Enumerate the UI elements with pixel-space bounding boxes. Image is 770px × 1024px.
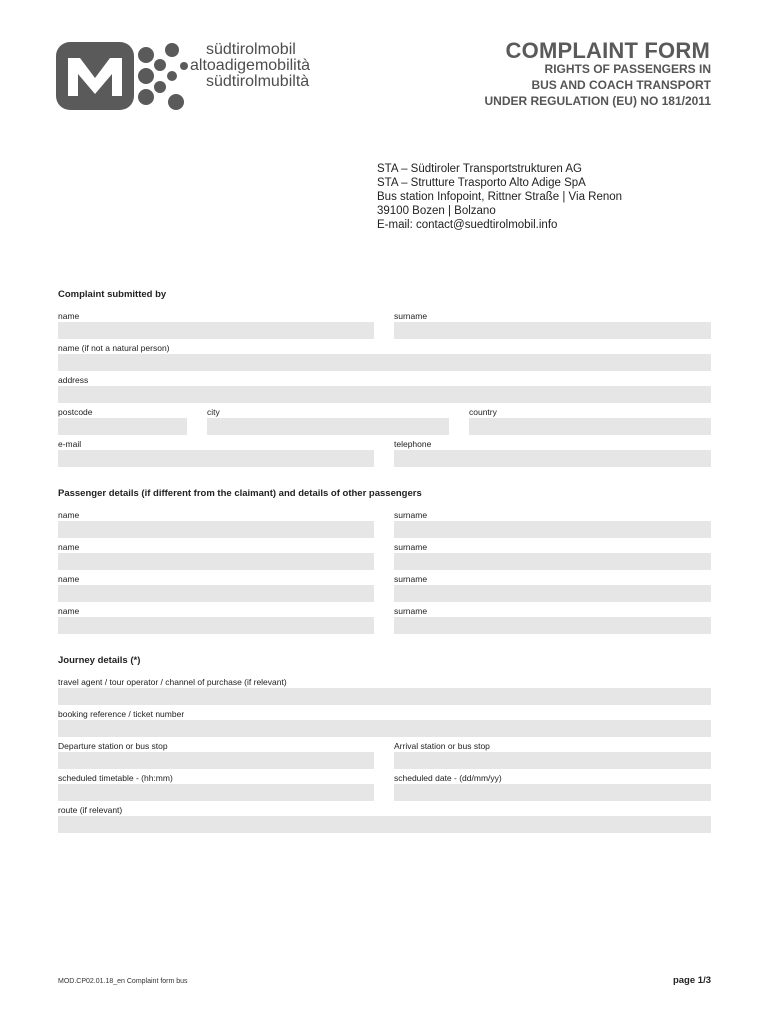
complainant-surname-field[interactable] — [394, 322, 711, 339]
section-heading-passengers: Passenger details (if different from the claimant) and details of other passengers — [58, 488, 422, 499]
city-field[interactable] — [207, 418, 449, 435]
country-field[interactable] — [469, 418, 711, 435]
email-field[interactable] — [58, 450, 374, 467]
label-city: city — [207, 407, 220, 417]
label-passenger-name: name — [58, 574, 80, 584]
label-departure: Departure station or bus stop — [58, 741, 168, 751]
logo-text-it: altoadigemobilità — [190, 57, 311, 74]
form-subtitle-1: RIGHTS OF PASSENGERS IN — [544, 62, 711, 76]
form-title: COMPLAINT FORM — [505, 38, 710, 63]
telephone-field[interactable] — [394, 450, 711, 467]
label-passenger-surname: surname — [394, 510, 428, 520]
address-email: E-mail: contact@suedtirolmobil.info — [377, 219, 558, 231]
booking-reference-field[interactable] — [58, 720, 711, 737]
label-passenger-surname: surname — [394, 542, 428, 552]
label-passenger-name: name — [58, 606, 80, 616]
label-scheduled-date: scheduled date - (dd/mm/yy) — [394, 773, 502, 783]
suedtirolmobil-logo-icon — [56, 38, 192, 114]
form-subtitle-2: BUS AND COACH TRANSPORT — [531, 78, 711, 92]
form-subtitle-3: UNDER REGULATION (EU) NO 181/2011 — [484, 94, 711, 108]
logo-text-de: südtirolmobil — [206, 41, 296, 58]
label-route: route (if relevant) — [58, 805, 123, 815]
section-heading-journey: Journey details (*) — [58, 655, 141, 666]
postcode-field[interactable] — [58, 418, 187, 435]
label-country: country — [469, 407, 497, 417]
address-block — [377, 162, 622, 232]
label-address: address — [58, 375, 89, 385]
label-name: name — [58, 311, 80, 321]
label-email: e-mail — [58, 439, 82, 449]
travel-agent-field[interactable] — [58, 688, 711, 705]
passenger-4-surname-field[interactable] — [394, 617, 711, 634]
address-line: Bus station Infopoint, Rittner Straße | Via Renon — [377, 191, 623, 203]
label-booking-reference: booking reference / ticket number — [58, 709, 185, 719]
complainant-name-field[interactable] — [58, 322, 374, 339]
label-postcode: postcode — [58, 407, 93, 417]
passenger-2-name-field[interactable] — [58, 553, 374, 570]
label-passenger-name: name — [58, 510, 80, 520]
departure-field[interactable] — [58, 752, 374, 769]
passenger-3-name-field[interactable] — [58, 585, 374, 602]
scheduled-time-field[interactable] — [58, 784, 374, 801]
label-surname: surname — [394, 311, 428, 321]
logo-text-lad: südtirolmubiltà — [206, 73, 310, 90]
label-arrival: Arrival station or bus stop — [394, 741, 490, 751]
label-legal-name: name (if not a natural person) — [58, 343, 170, 353]
label-travel-agent: travel agent / tour operator / channel of purchase (if relevant) — [58, 677, 287, 687]
arrival-field[interactable] — [394, 752, 711, 769]
passenger-3-surname-field[interactable] — [394, 585, 711, 602]
label-scheduled-time: scheduled timetable - (hh:mm) — [58, 773, 173, 783]
label-passenger-surname: surname — [394, 574, 428, 584]
document-code: MOD.CP02.01.18_en Complaint form bus — [58, 978, 188, 985]
address-line: 39100 Bozen | Bolzano — [377, 205, 496, 217]
route-field[interactable] — [58, 816, 711, 833]
passenger-2-surname-field[interactable] — [394, 553, 711, 570]
page-number: page 1/3 — [672, 975, 711, 986]
passenger-4-name-field[interactable] — [58, 617, 374, 634]
scheduled-date-field[interactable] — [394, 784, 711, 801]
address-line: STA – Südtiroler Transportstrukturen AG — [377, 163, 582, 175]
label-passenger-surname: surname — [394, 606, 428, 616]
address-line: STA – Strutture Trasporto Alto Adige SpA — [377, 177, 586, 189]
label-passenger-name: name — [58, 542, 80, 552]
address-field[interactable] — [58, 386, 711, 403]
section-heading-complainant: Complaint submitted by — [58, 289, 167, 300]
label-telephone: telephone — [394, 439, 432, 449]
passenger-1-surname-field[interactable] — [394, 521, 711, 538]
legal-name-field[interactable] — [58, 354, 711, 371]
passenger-1-name-field[interactable] — [58, 521, 374, 538]
